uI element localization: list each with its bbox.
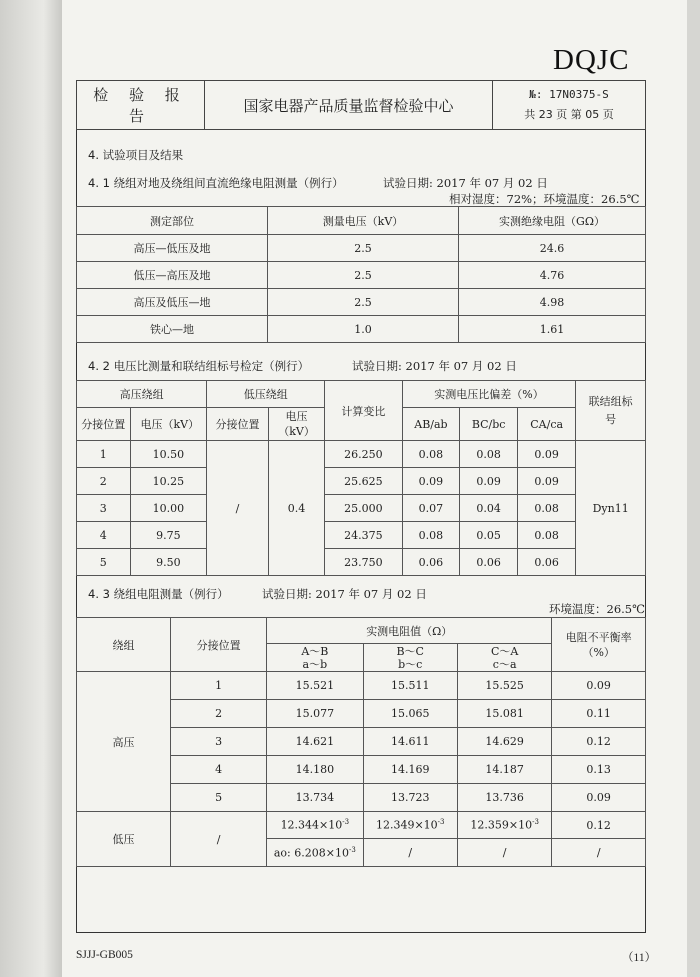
s43-ca-lower: c～a: [492, 657, 517, 671]
s43-col-bc: [363, 644, 457, 672]
cell: 5: [171, 784, 267, 812]
s43-lv-ao-ca: /: [457, 839, 551, 867]
page-count: 共 23 页 第 05 页: [524, 108, 614, 121]
table-row: [77, 549, 646, 576]
book-spine: [0, 0, 62, 977]
cell: 1.0: [268, 316, 459, 343]
cell: 15.525: [457, 672, 551, 700]
value-text: ao: 6.208×10: [273, 846, 349, 860]
table-row: [77, 289, 646, 316]
s42-date: 试验日期: 2017 年 07 月 02 日: [352, 359, 517, 373]
cell: 0.08: [460, 441, 518, 468]
s43-lv-imb: 0.12: [552, 812, 646, 839]
s41-title: 4. 1 绕组对地及绕组间直流绝缘电阻测量（例行）: [88, 176, 344, 190]
cell: 4: [171, 756, 267, 784]
report-header: [76, 80, 646, 130]
s43-bc-upper: B～C: [396, 644, 424, 658]
s41-col-voltage: 测量电压（kV）: [268, 207, 459, 235]
table-row: [77, 235, 646, 262]
cell: 1: [171, 672, 267, 700]
cell: 13.723: [363, 784, 457, 812]
cell: 0.08: [402, 522, 460, 549]
value-text: 12.359×10: [470, 818, 533, 832]
cell: 0.04: [460, 495, 518, 522]
cell: 2: [77, 468, 131, 495]
s43-col-tap: 分接位置: [171, 618, 267, 672]
cell: 15.511: [363, 672, 457, 700]
cell: 25.625: [325, 468, 402, 495]
cell: 0.09: [517, 468, 575, 495]
s42-calc-ratio: 计算变比: [325, 381, 402, 441]
s42-group-value: Dyn11: [576, 441, 646, 576]
cell: 14.187: [457, 756, 551, 784]
cell: 14.611: [363, 728, 457, 756]
cell: 0.08: [517, 495, 575, 522]
cell: 13.736: [457, 784, 551, 812]
s41-date: 试验日期: 2017 年 07 月 02 日: [383, 176, 548, 190]
s42-deviation: 实测电压比偏差（%）: [402, 381, 576, 408]
s42-lv-tap-value: /: [207, 441, 269, 576]
table-row: [77, 316, 646, 343]
cell: 23.750: [325, 549, 402, 576]
s42-hv-tap: 分接位置: [77, 408, 131, 441]
cell: 9.50: [130, 549, 207, 576]
center-name: 国家电器产品质量监督检验中心: [205, 81, 493, 130]
s43-table: [76, 617, 646, 867]
cell: 0.08: [402, 441, 460, 468]
cell: 24.6: [459, 235, 646, 262]
s42-hv-volt: 电压（kV）: [130, 408, 207, 441]
cell: 高压及低压—地: [77, 289, 268, 316]
table-row: [77, 812, 646, 839]
s43-bc-lower: b～c: [398, 657, 423, 671]
cell: 10.50: [130, 441, 207, 468]
cell: 0.06: [460, 549, 518, 576]
s42-hv-winding: 高压绕组: [77, 381, 207, 408]
footer-page: （11）: [622, 952, 657, 964]
cell: 4: [77, 522, 131, 549]
cell: 14.180: [267, 756, 363, 784]
cell: 高压—低压及地: [77, 235, 268, 262]
cell: 2.5: [268, 262, 459, 289]
table-row: [77, 441, 646, 468]
cell: 0.09: [460, 468, 518, 495]
cell: 25.000: [325, 495, 402, 522]
cell: 2.5: [268, 289, 459, 316]
s42-lv-winding: 低压绕组: [207, 381, 325, 408]
table-row: [77, 262, 646, 289]
s41-env: 相对湿度：72%；环境温度：26.5℃: [449, 192, 640, 206]
cell: 0.05: [460, 522, 518, 549]
cell: 5: [77, 549, 131, 576]
report-number: №: 17N0375-S: [529, 88, 609, 101]
cell: 0.06: [402, 549, 460, 576]
s42-col-ab: AB/ab: [402, 408, 460, 441]
s43-ab-upper: A～B: [301, 644, 329, 658]
cell: 0.08: [517, 522, 575, 549]
cell: 低压—高压及地: [77, 262, 268, 289]
cell: 14.629: [457, 728, 551, 756]
cell: 15.521: [267, 672, 363, 700]
s42-lv-tap: 分接位置: [207, 408, 269, 441]
s43-hv-label: 高压: [77, 672, 171, 812]
cell: 0.09: [552, 784, 646, 812]
cell: 0.09: [402, 468, 460, 495]
s42-lv-volt-value: 0.4: [268, 441, 324, 576]
table-row: [77, 672, 646, 700]
cell: 0.06: [517, 549, 575, 576]
exponent: -3: [348, 845, 356, 854]
cell: 4.98: [459, 289, 646, 316]
s43-imbalance-label: 电阻不平衡率: [565, 630, 632, 644]
cell: 2.5: [268, 235, 459, 262]
s43-date: 试验日期: 2017 年 07 月 02 日: [262, 587, 427, 601]
s43-lv-label: 低压: [77, 812, 171, 867]
s43-env: 环境温度：26.5℃: [549, 602, 645, 616]
report-meta: [493, 81, 646, 130]
s42-table: [76, 380, 646, 576]
cell: 0.09: [552, 672, 646, 700]
s43-col-ab: [267, 644, 363, 672]
table-row: [77, 522, 646, 549]
cell: 13.734: [267, 784, 363, 812]
cell: 14.621: [267, 728, 363, 756]
cell: 0.07: [402, 495, 460, 522]
cell: 1.61: [459, 316, 646, 343]
table-row: [77, 468, 646, 495]
cell: 0.11: [552, 700, 646, 728]
cell: 10.25: [130, 468, 207, 495]
s41-table: [76, 206, 646, 343]
cell: 铁心—地: [77, 316, 268, 343]
s43-lv-ao: [267, 839, 363, 867]
exponent: -3: [532, 818, 539, 827]
cell: 14.169: [363, 756, 457, 784]
s42-col-ca: CA/ca: [517, 408, 575, 441]
s43-lv-ab: [267, 812, 363, 839]
cell: 4.76: [459, 262, 646, 289]
s43-lv-ao-bc: /: [363, 839, 457, 867]
s43-imbalance-unit: （%）: [582, 645, 615, 659]
exponent: -3: [342, 818, 350, 827]
exponent: -3: [437, 818, 445, 827]
s43-ca-upper: C～A: [490, 644, 519, 658]
s41-col-location: 测定部位: [77, 207, 268, 235]
s43-col-imbalance: [552, 618, 646, 672]
s43-col-winding: 绕组: [77, 618, 171, 672]
s43-lv-tap: /: [171, 812, 267, 867]
s42-lv-volt: 电压（kV）: [268, 408, 324, 441]
s43-col-ca: [457, 644, 551, 672]
cell: 15.077: [267, 700, 363, 728]
value-text: 12.344×10: [280, 818, 343, 832]
value-text: 12.349×10: [375, 818, 438, 832]
cell: 0.09: [517, 441, 575, 468]
cell: 15.065: [363, 700, 457, 728]
s43-col-measured: 实测电阻值（Ω）: [267, 618, 552, 644]
cell: 10.00: [130, 495, 207, 522]
s42-title: 4. 2 电压比测量和联结组标号检定（例行）: [88, 359, 310, 373]
cell: 9.75: [130, 522, 207, 549]
footer-code: SJJJ-GB005: [76, 949, 133, 961]
s42-group: 联结组标号: [576, 381, 646, 441]
table-row: [77, 495, 646, 522]
cell: 0.13: [552, 756, 646, 784]
cell: 3: [171, 728, 267, 756]
report-label: 检 验 报 告: [77, 81, 205, 130]
cell: 24.375: [325, 522, 402, 549]
cell: 2: [171, 700, 267, 728]
cell: 26.250: [325, 441, 402, 468]
s41-col-resistance: 实测绝缘电阻（GΩ）: [459, 207, 646, 235]
s43-lv-ca: [457, 812, 551, 839]
section-title: 4. 试验项目及结果: [88, 148, 184, 162]
s42-col-bc: BC/bc: [460, 408, 518, 441]
cell: 15.081: [457, 700, 551, 728]
s43-ab-lower: a～b: [302, 657, 328, 671]
s43-lv-bc: [363, 812, 457, 839]
dqjc-logo: DQJC: [553, 44, 630, 76]
s43-title: 4. 3 绕组电阻测量（例行）: [88, 587, 229, 601]
cell: 3: [77, 495, 131, 522]
s43-lv-ao-imb: /: [552, 839, 646, 867]
cell: 0.12: [552, 728, 646, 756]
cell: 1: [77, 441, 131, 468]
